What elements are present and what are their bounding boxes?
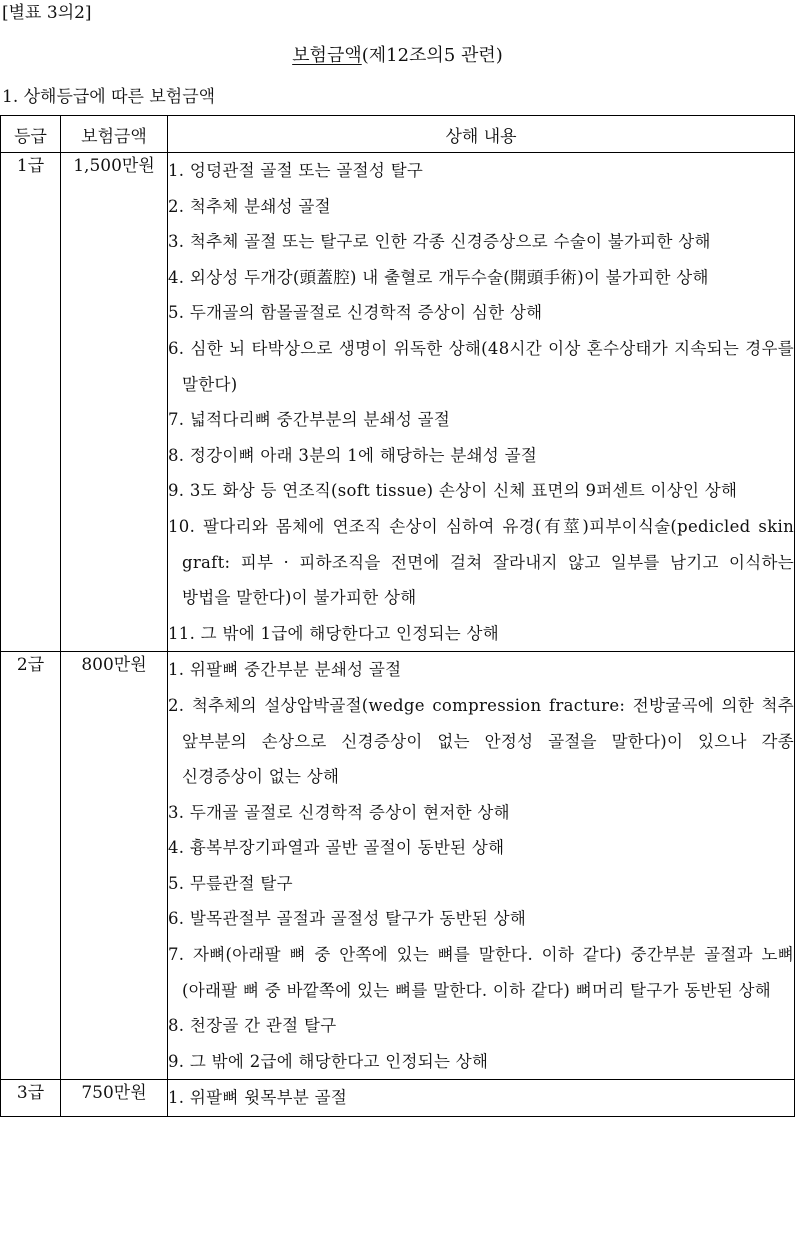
- amount-cell: 750만원: [61, 1080, 168, 1117]
- document-title-suffix: (제12조의5 관련): [361, 45, 503, 66]
- injury-item: 1. 엉덩관절 골절 또는 골절성 탈구: [168, 161, 424, 180]
- table-row: [1, 652, 795, 1080]
- amount-cell: 800만원: [61, 652, 168, 1080]
- content-cell: [168, 1080, 795, 1117]
- injury-item: 3. 두개골 골절로 신경학적 증상이 현저한 상해: [168, 802, 510, 822]
- injury-item: 5. 무릎관절 탈구: [168, 873, 293, 893]
- injury-item: 1. 위팔뼈 중간부분 분쇄성 골절: [168, 660, 402, 680]
- document-title: [0, 44, 795, 68]
- injury-item: 4. 흉복부장기파열과 골반 골절이 동반된 상해: [168, 838, 505, 858]
- annex-label: [별표 3의2]: [2, 3, 92, 23]
- injury-item: 4. 외상성 두개강(頭蓋腔) 내 출혈로 개두수술(開頭手術)이 불가피한 상해: [168, 267, 709, 287]
- header-content: 상해 내용: [168, 116, 795, 153]
- insurance-grade-table: [0, 115, 795, 1117]
- grade-cell: 1급: [1, 153, 61, 652]
- header-amount: 보험금액: [61, 116, 168, 153]
- grade-cell: 3급: [1, 1080, 61, 1117]
- injury-item: 9. 그 밖에 2급에 해당한다고 인정되는 상해: [168, 1051, 489, 1071]
- section-heading: 1. 상해등급에 따른 보험금액: [2, 87, 216, 107]
- content-cell: [168, 153, 795, 652]
- injury-item: 3. 척추체 골절 또는 탈구로 인한 각종 신경증상으로 수술이 불가피한 상해: [168, 232, 711, 252]
- content-cell: [168, 652, 795, 1080]
- injury-item: 5. 두개골의 함몰골절로 신경학적 증상이 심한 상해: [168, 303, 543, 323]
- grade-cell: 2급: [1, 652, 61, 1080]
- injury-item: 8. 정강이뼈 아래 3분의 1에 해당하는 분쇄성 골절: [168, 445, 538, 465]
- injury-item: 8. 천장골 간 관절 탈구: [168, 1016, 337, 1036]
- table-header-row: [1, 116, 795, 153]
- injury-item: 2. 척추체 분쇄성 골절: [168, 196, 331, 216]
- injury-item: 6. 심한 뇌 타박상으로 생명이 위독한 상해(48시간 이상 혼수상태가 지속되는 경우를 말한다): [168, 338, 794, 394]
- table-row: [1, 1080, 795, 1117]
- injury-item: 6. 발목관절부 골절과 골절성 탈구가 동반된 상해: [168, 909, 527, 929]
- header-grade: 등급: [1, 116, 61, 153]
- document-title-main: 보험금액: [292, 45, 362, 66]
- injury-item: 1. 위팔뼈 윗목부분 골절: [168, 1088, 348, 1108]
- injury-item: 2. 척추체의 설상압박골절(wedge compression fracture: 전방굴곡에 의한 척추 앞부분의 손상으로 신경증상이 없는 안정성 골절을 말한다)이 있으나 각종 신경증상이 없는 상해: [168, 695, 794, 787]
- table-body: [1, 153, 795, 1117]
- injury-item: 7. 자뼈(아래팔 뼈 중 안쪽에 있는 뼈를 말한다. 이하 같다) 중간부분 골절과 노뼈(아래팔 뼈 중 바깥쪽에 있는 뼈를 말한다. 이하 같다) 뼈머리 탈구가 동반된 상해: [168, 945, 794, 1000]
- table-row: [1, 153, 795, 652]
- amount-cell: 1,500만원: [61, 153, 168, 652]
- injury-item: 11. 그 밖에 1급에 해당한다고 인정되는 상해: [168, 623, 500, 643]
- injury-item: 9. 3도 화상 등 연조직(soft tissue) 손상이 신체 표면의 9퍼센트 이상인 상해: [168, 481, 738, 501]
- injury-item: 7. 넓적다리뼈 중간부분의 분쇄성 골절: [168, 410, 451, 430]
- injury-item: 10. 팔다리와 몸체에 연조직 손상이 심하여 유경(有莖)피부이식술(pedicled skin graft: 피부 · 피하조직을 전면에 걸쳐 잘라내지 않고 일부를 남기고 이식하는 방법을 말한다)이 불가피한 상해: [168, 516, 794, 608]
